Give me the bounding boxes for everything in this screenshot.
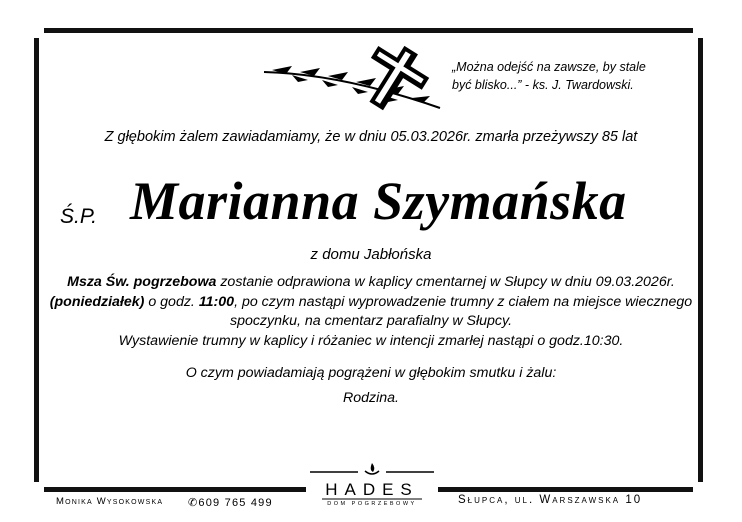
quote-line-2: być blisko...” - ks. J. Twardowski. — [452, 78, 634, 92]
funeral-details — [40, 273, 702, 351]
intro-text: Z głębokim żalem zawiadamiamy, że w dniu 05.03.2026r. zmarła przeżywszy 85 lat — [104, 129, 638, 145]
company-logo — [306, 460, 438, 516]
phone-icon: ✆ — [188, 497, 199, 509]
sp-prefix: Ś.P. — [60, 205, 97, 228]
mass-label: Msza Św. pogrzebowa — [67, 274, 217, 290]
logo-subtitle: DOM POGRZEBOWY — [327, 501, 417, 507]
address: Słupca, ul. Warszawska 10 — [458, 494, 643, 506]
phone-number: ✆609 765 499 — [188, 497, 273, 509]
logo-name: HADES — [325, 480, 419, 499]
deceased-name: Marianna Szymańska — [130, 171, 627, 231]
viewing-text: Wystawienie trumny w kaplicy i różaniec w intencji zmarłej nastąpi o godz.10:30. — [118, 332, 624, 349]
maiden-name: z domu Jabłońska — [310, 246, 432, 263]
mass-text-1: zostanie odprawiona w kaplicy cmentarnej w Słupcy w dniu 09.03.2026r. — [216, 274, 675, 290]
quote-line-1: „Można odejść na zawsze, by stale — [452, 60, 646, 74]
notify-text: O czym powiadamiają pogrążeni w głębokim smutku i żalu: — [185, 365, 557, 381]
mass-time: 11:00 — [198, 293, 235, 310]
cross-icon — [262, 42, 442, 114]
mass-text-3: , po czym nastąpi wyprowadzenie trumny z ciałem na miejsce wiecznego spoczynku, na cmentarz parafialny w Słupcy. — [229, 293, 693, 329]
quote — [452, 58, 692, 94]
contact-name: Monika Wysokowska — [56, 496, 164, 507]
signature: Rodzina. — [343, 390, 399, 406]
mass-text-2: o godz. — [144, 293, 199, 310]
mass-day: (poniedziałek) — [49, 293, 145, 310]
